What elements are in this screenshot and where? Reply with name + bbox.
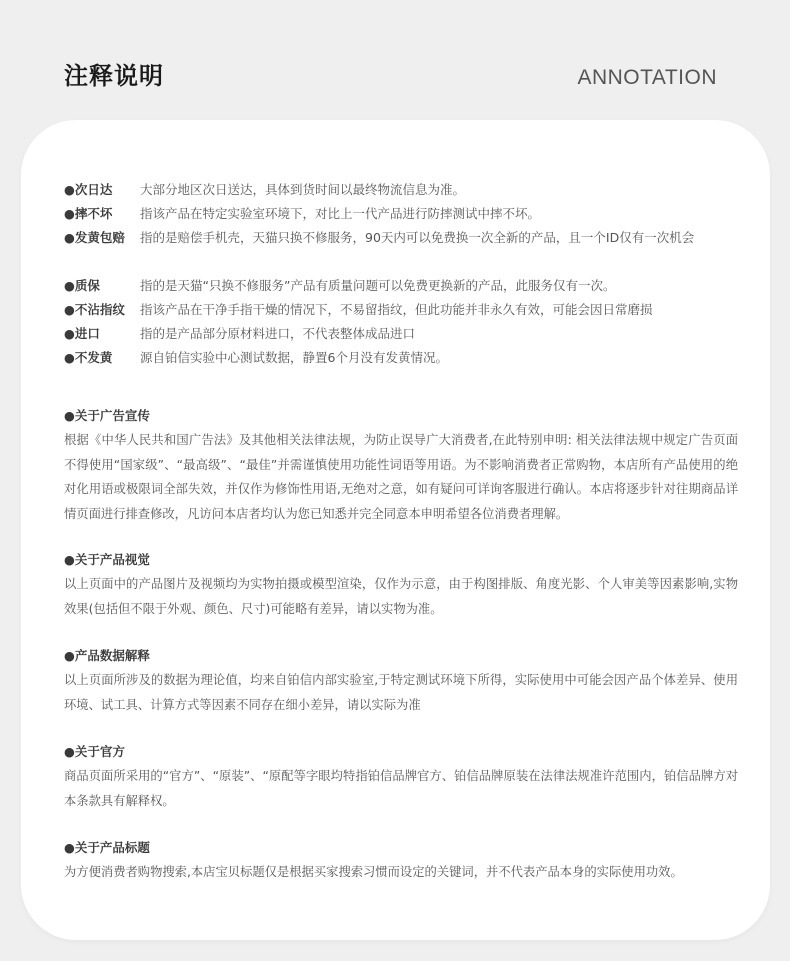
section-product-title — [64, 836, 738, 885]
term-item — [64, 178, 754, 202]
section-title: ●关于广告宣传 — [64, 408, 150, 423]
term-label: ●摔不坏 — [64, 206, 113, 221]
section-product-visuals — [64, 548, 738, 621]
term-item — [64, 226, 754, 250]
term-description: 指该产品在干净手指干燥的情况下，不易留指纹，但此功能并非永久有效，可能会因日常磨损 — [140, 302, 653, 317]
section-product-data — [64, 644, 738, 717]
term-label: ●不发黄 — [64, 350, 113, 365]
section-title: ●关于产品标题 — [64, 840, 150, 855]
section-body: 为方便消费者购物搜索,本店宝贝标题仅是根据买家搜索习惯而设定的关键词，并不代表产品本身的实际使用功效。 — [64, 865, 683, 879]
section-official — [64, 740, 738, 813]
page-subtitle: ANNOTATION — [577, 66, 717, 89]
section-body: 商品页面所采用的“官方”、“原装”、“原配等字眼均特指铂信品牌官方、铂信品牌原装在法律法规准许范围内，铂信品牌方对本条款具有解释权。 — [64, 769, 738, 808]
term-label: ●进口 — [64, 326, 100, 341]
term-description: 指的是赔偿手机壳，天猫只换不修服务，90天内可以免费换一次全新的产品，且一个ID仅有一次机会 — [140, 230, 695, 245]
section-title: ●关于官方 — [64, 744, 125, 759]
term-item — [64, 346, 754, 370]
terms-list-delivery — [64, 178, 754, 250]
term-description: 指的是天猫“只换不修服务”产品有质量问题可以免费更换新的产品，此服务仅有一次。 — [140, 278, 616, 293]
section-body: 以上页面所涉及的数据为理论值，均来自铂信内部实验室,于特定测试环境下所得，实际使用中可能会因产品个体差异、使用环境、试工具、计算方式等因素不同存在细小差异，请以实际为准 — [64, 673, 738, 712]
term-item — [64, 202, 754, 226]
term-item — [64, 274, 754, 298]
term-label: ●发黄包赔 — [64, 230, 125, 245]
section-title: ●产品数据解释 — [64, 648, 150, 663]
term-description: 大部分地区次日送达，具体到货时间以最终物流信息为准。 — [140, 182, 466, 197]
term-label: ●质保 — [64, 278, 100, 293]
page-title: 注释说明 — [64, 62, 164, 90]
section-body: 根据《中华人民共和国广告法》及其他相关法律法规，为防止误导广大消费者,在此特别申明: 相关法律法规中规定广告页面不得使用“国家级”、“最高级”、“最佳”并需谨慎使用功能性词语等用语。为不影响消费者正常购物，本店所有产品使用的绝对化用语或极限词全部失效，并仅作为修饰性用语,无绝对之意，如有疑问可详询客服进行确认。本店将逐步针对往期商品详情页面进行排查修改，凡访问本店者均认为您已知悉并完全同意本申明希望各位消费者理解。 — [64, 433, 738, 521]
section-title: ●关于产品视觉 — [64, 552, 150, 567]
term-description: 源自铂信实验中心测试数据，静置6个月没有发黄情况。 — [140, 350, 448, 365]
term-label: ●次日达 — [64, 182, 113, 197]
term-description: 指该产品在特定实验室环境下，对比上一代产品进行防摔测试中摔不坏。 — [140, 206, 541, 221]
page-header — [0, 0, 790, 118]
term-label: ●不沾指纹 — [64, 302, 125, 317]
term-description: 指的是产品部分原材料进口，不代表整体成品进口 — [140, 326, 416, 341]
term-item — [64, 322, 754, 346]
section-advertising — [64, 404, 738, 526]
section-body: 以上页面中的产品图片及视频均为实物拍摄或模型渲染，仅作为示意，由于构图排版、角度光影、个人审美等因素影响,实物效果(包括但不限于外观、颜色、尺寸)可能略有差异，请以实物为准。 — [64, 577, 738, 616]
terms-list-quality — [64, 274, 754, 370]
term-item — [64, 298, 754, 322]
